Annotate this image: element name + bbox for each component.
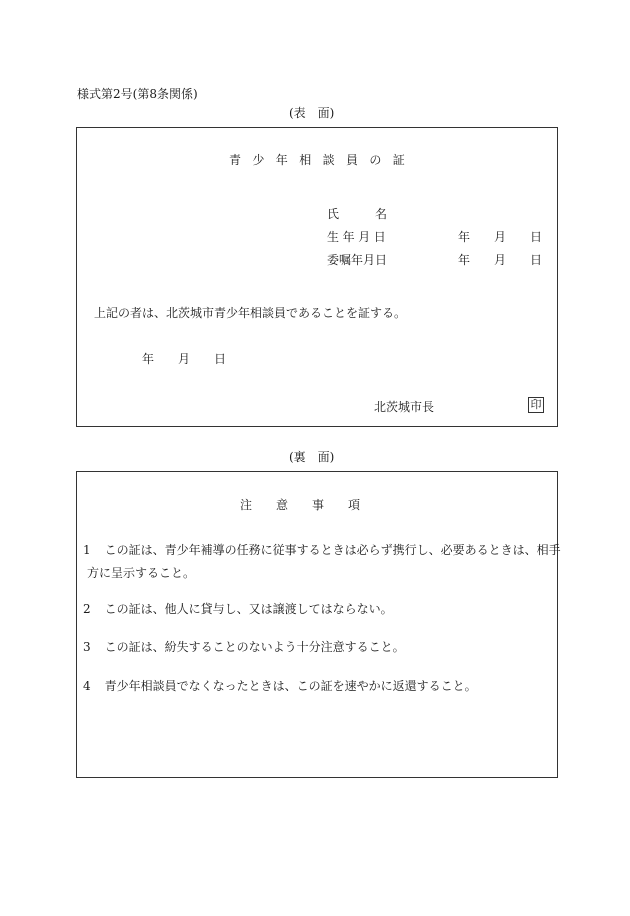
back-side-caption: (裏 面) — [289, 450, 335, 464]
issue-date: 年 月 日 — [142, 352, 227, 366]
back-card — [76, 471, 558, 778]
commission-date-value: 年 月 日 — [458, 253, 543, 267]
birth-date-label: 生年月日 — [327, 230, 390, 244]
card-title: 青少年相談員の証 — [229, 153, 417, 167]
note-number: 3 — [83, 640, 91, 654]
name-label: 氏 名 — [327, 207, 388, 221]
form-number-label: 様式第2号(第8条関係) — [77, 87, 198, 101]
note-text: 青少年相談員でなくなったときは、この証を速やかに返還すること。 — [104, 679, 477, 693]
certification-statement: 上記の者は、北茨城市青少年相談員であることを証する。 — [94, 306, 407, 320]
notes-title: 注 意 事 項 — [240, 498, 361, 512]
note-item — [83, 636, 405, 659]
front-side-caption: (表 面) — [289, 106, 335, 120]
note-item — [83, 539, 561, 585]
front-card — [76, 127, 558, 427]
note-text: この証は、青少年補導の任務に従事するときは必らず携行し、必要あるときは、相手 — [104, 543, 561, 557]
note-number: 2 — [83, 602, 91, 616]
note-item — [83, 598, 393, 621]
issuer-title: 北茨城市長 — [374, 400, 435, 414]
note-text-continued: 方に呈示すること。 — [87, 566, 196, 580]
note-number: 4 — [83, 679, 91, 693]
note-text: この証は、他人に貸与し、又は譲渡してはならない。 — [104, 602, 393, 616]
note-number: 1 — [83, 543, 91, 557]
seal-mark: 印 — [528, 397, 544, 413]
commission-date-label: 委嘱年月日 — [327, 253, 388, 267]
birth-date-value: 年 月 日 — [458, 230, 543, 244]
note-item — [83, 675, 477, 698]
note-text: この証は、紛失することのないよう十分注意すること。 — [104, 640, 405, 654]
